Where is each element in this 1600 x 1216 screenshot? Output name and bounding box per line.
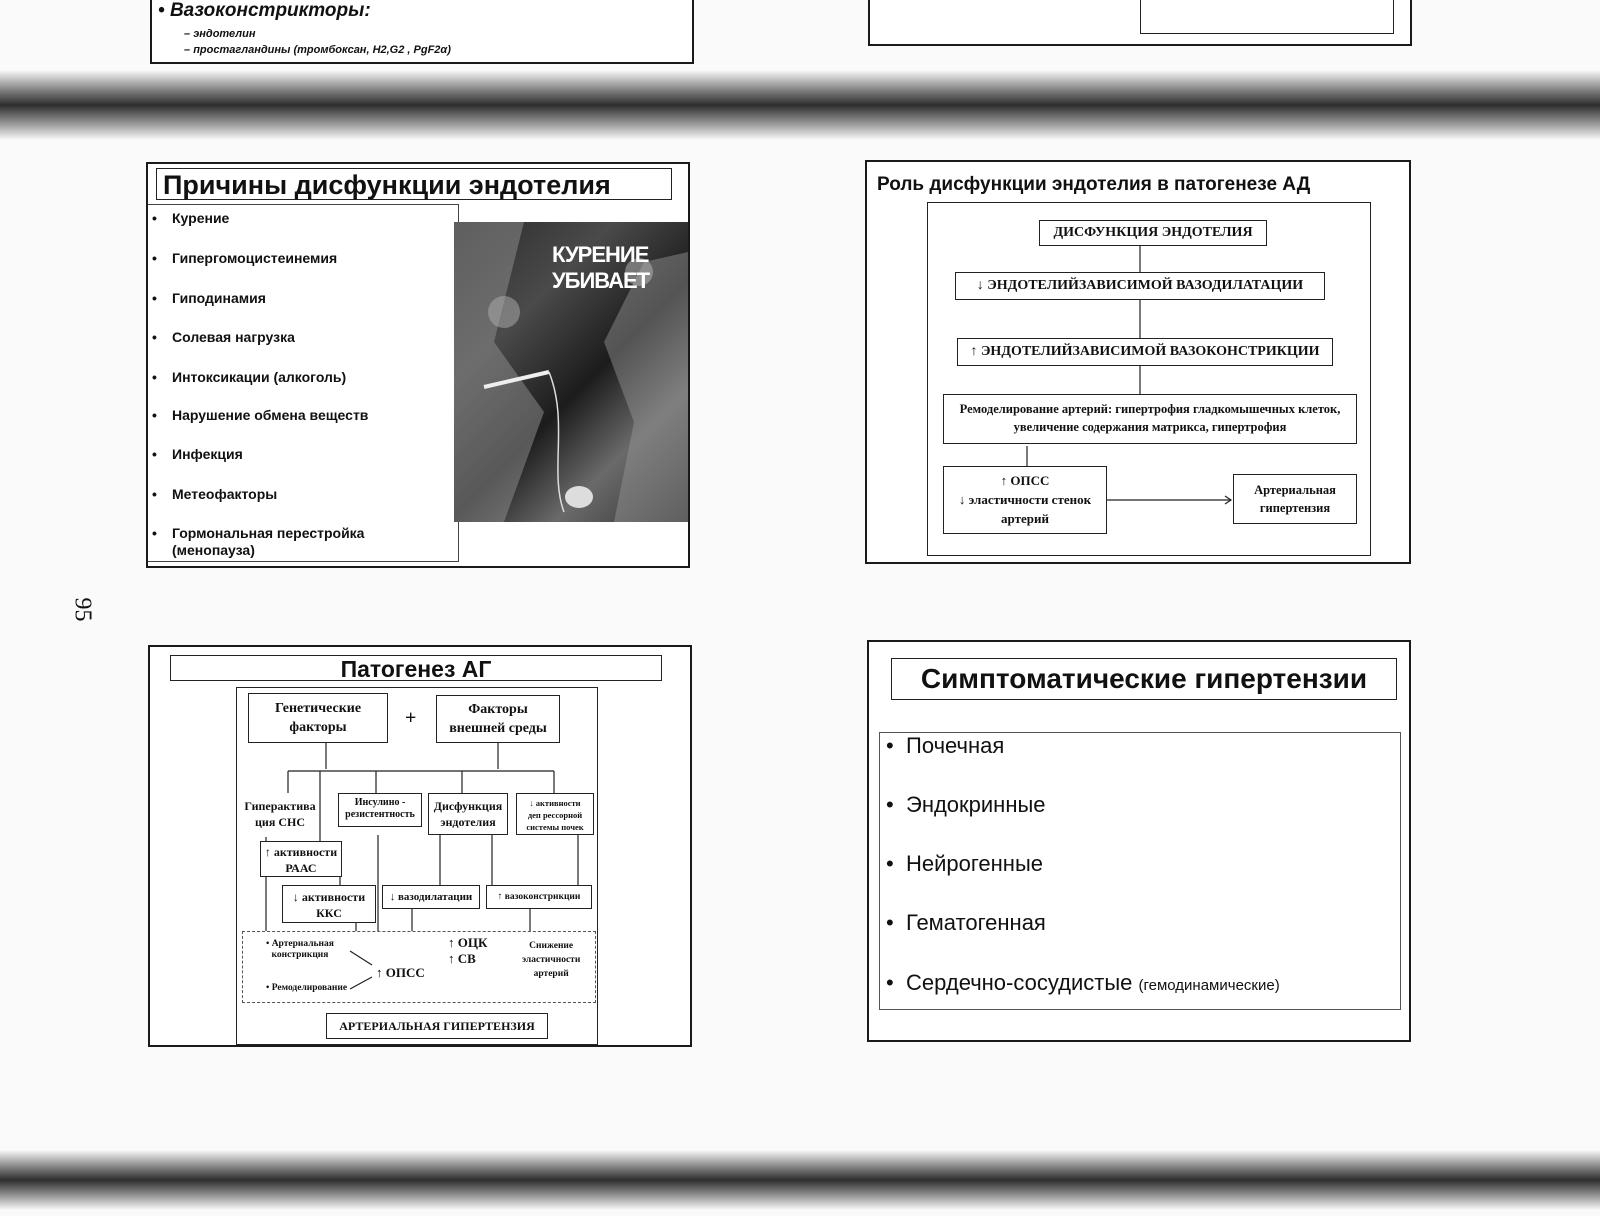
- vasodilation-box: ↓ вазодилатации: [382, 885, 480, 909]
- elastic-line1: Снижение: [529, 941, 574, 951]
- role-box-remodeling: Ремоделирование артерий: гипертрофия гладкомышечных клеток, увеличение содержания матрикса, гипертрофия: [943, 394, 1357, 444]
- genetic-line1: Генетические: [274, 701, 362, 716]
- art-constr-line1: • Артериальная: [266, 939, 334, 949]
- sns-line2: ция СНС: [255, 815, 305, 829]
- ock-label: [448, 935, 487, 967]
- genetic-line2: факторы: [289, 720, 347, 735]
- raas-line2: РААС: [285, 861, 317, 875]
- symptomatic-item: • Эндокринные: [906, 792, 1046, 818]
- depressor-box: [516, 793, 594, 835]
- role-box-opss-line1: ↑ ОПСС: [1000, 473, 1050, 488]
- external-line1: Факторы: [468, 702, 528, 717]
- poster-text-1: КУРЕНИЕ: [552, 242, 649, 267]
- external-factors-box: [436, 695, 560, 743]
- symptomatic-item: • Почечная: [906, 733, 1004, 759]
- genetic-factors-box: [248, 693, 388, 743]
- cause-item: • Гипергомоцистеинемия: [172, 250, 337, 266]
- dysfunction-line2: эндотелия: [440, 815, 496, 829]
- role-box-opss-line2: ↓ эластичности стенок: [958, 492, 1092, 507]
- scan-shadow-top: [0, 70, 1600, 140]
- cause-item: • Инфекция: [172, 446, 243, 462]
- role-box-opss: [943, 466, 1107, 534]
- kks-box: [282, 885, 376, 923]
- ock-line1: ↑ ОЦК: [448, 935, 488, 950]
- raas-box: [260, 841, 342, 877]
- role-box-vasoconstriction: ↑ ЭНДОТЕЛИЙЗАВИСИМОЙ ВАЗОКОНСТРИКЦИИ: [957, 338, 1333, 366]
- role-box-opss-line3: артерий: [1001, 511, 1049, 526]
- symptomatic-item-last: [906, 970, 1280, 996]
- slide-causes: [146, 162, 690, 568]
- insulin-box: [338, 793, 422, 827]
- dysfunction-line1: Дисфункция: [433, 799, 503, 813]
- cause-item: • Нарушение обмена веществ: [172, 407, 368, 423]
- scan-shadow-bottom: [0, 1150, 1600, 1210]
- raas-line1: ↑ активности: [264, 845, 338, 859]
- symptomatic-last-text: Сердечно-сосудистые: [906, 970, 1133, 995]
- top-fragment-bullet-text: Вазоконстрикторы:: [169, 0, 371, 21]
- role-box-hypertension: [1233, 474, 1357, 524]
- symptomatic-item: • Гематогенная: [906, 910, 1046, 936]
- slide-pathogenesis: [148, 645, 692, 1047]
- vasoconstriction-box: ↑ вазоконстрикции: [486, 885, 592, 909]
- smoking-poster-image: [454, 222, 688, 522]
- elastic-line2: эластичности: [522, 955, 581, 965]
- top-fragment-sub-1-text: эндотелин: [193, 28, 256, 40]
- external-line2: внешней среды: [449, 721, 547, 736]
- kks-line2: ККС: [316, 906, 342, 920]
- cause-item: • Метеофакторы: [172, 486, 277, 502]
- depressor-line1: ↓ активности: [529, 798, 581, 808]
- slide-role: [865, 160, 1411, 564]
- poster-text-2: УБИВАЕТ: [552, 268, 650, 293]
- top-right-inner-box: [1140, 0, 1394, 34]
- art-constr-line2: констрикция: [271, 950, 329, 961]
- cause-item: • Курение: [172, 210, 229, 226]
- kks-line1: ↓ активности: [292, 890, 366, 904]
- sns-line1: Гиперактива: [244, 799, 316, 813]
- slide-symptomatic-title: Симптоматические гипертензии: [891, 658, 1397, 700]
- cause-item: • Интоксикации (алкоголь): [172, 369, 346, 385]
- top-fragment-sub-2-text: простагландины (тромбоксан, H2,G2 , PgF2α): [193, 44, 451, 56]
- arterial-hypertension-box: АРТЕРИАЛЬНАЯ ГИПЕРТЕНЗИЯ: [326, 1013, 548, 1039]
- page-number: 95: [69, 597, 96, 622]
- insulin-line2: резистентность: [345, 809, 415, 820]
- opss-label: ↑ ОПСС: [376, 965, 425, 980]
- top-fragment-sub-2: – простагландины (тромбоксан, H2,G2 , PgF2α): [184, 44, 451, 56]
- arterial-constriction: [266, 939, 334, 962]
- top-fragment-sub-1: – эндотелин: [184, 28, 256, 40]
- top-left-slide-fragment: [150, 0, 694, 64]
- cause-item: • Гиподинамия: [172, 290, 266, 306]
- slide-role-title: Роль дисфункции эндотелия в патогенезе АД: [877, 174, 1311, 195]
- elasticity-label: [522, 939, 580, 981]
- top-right-slide-fragment: [868, 0, 1412, 46]
- slide-causes-title: Причины дисфункции эндотелия: [156, 168, 672, 200]
- sns-box: [240, 793, 320, 837]
- role-box-hypertension-line1: Артериальная: [1254, 483, 1336, 497]
- symptomatic-last-note: (гемодинамические): [1138, 977, 1280, 994]
- symptomatic-item: • Нейрогенные: [906, 851, 1043, 877]
- elastic-line3: артерий: [533, 969, 569, 979]
- role-box-vasodilation: ↓ ЭНДОТЕЛИЙЗАВИСИМОЙ ВАЗОДИЛАТАЦИИ: [955, 272, 1325, 300]
- remodeling-label: • Ремоделирование: [266, 983, 348, 993]
- cause-item: • Солевая нагрузка: [172, 329, 295, 345]
- top-fragment-bullet: • Вазоконстрикторы:: [158, 0, 371, 21]
- insulin-line1: Инсулино -: [354, 797, 406, 808]
- role-box-dysfunction: ДИСФУНКЦИЯ ЭНДОТЕЛИЯ: [1039, 220, 1267, 246]
- slide-pathogenesis-title: Патогенез АГ: [170, 655, 662, 681]
- dysfunction-box: [428, 793, 508, 835]
- depressor-line3: системы почек: [526, 822, 584, 832]
- ock-line2: ↑ СВ: [448, 951, 476, 966]
- plus-sign: +: [405, 707, 417, 729]
- role-box-hypertension-line2: гипертензия: [1259, 501, 1331, 515]
- role-box-vasodilation-text: ЭНДОТЕЛИЙЗАВИСИМОЙ ВАЗОДИЛАТАЦИИ: [987, 278, 1304, 293]
- cause-item: • Гормональная перестройка (менопауза): [172, 525, 402, 559]
- depressor-line2: деп рессорной: [527, 810, 583, 820]
